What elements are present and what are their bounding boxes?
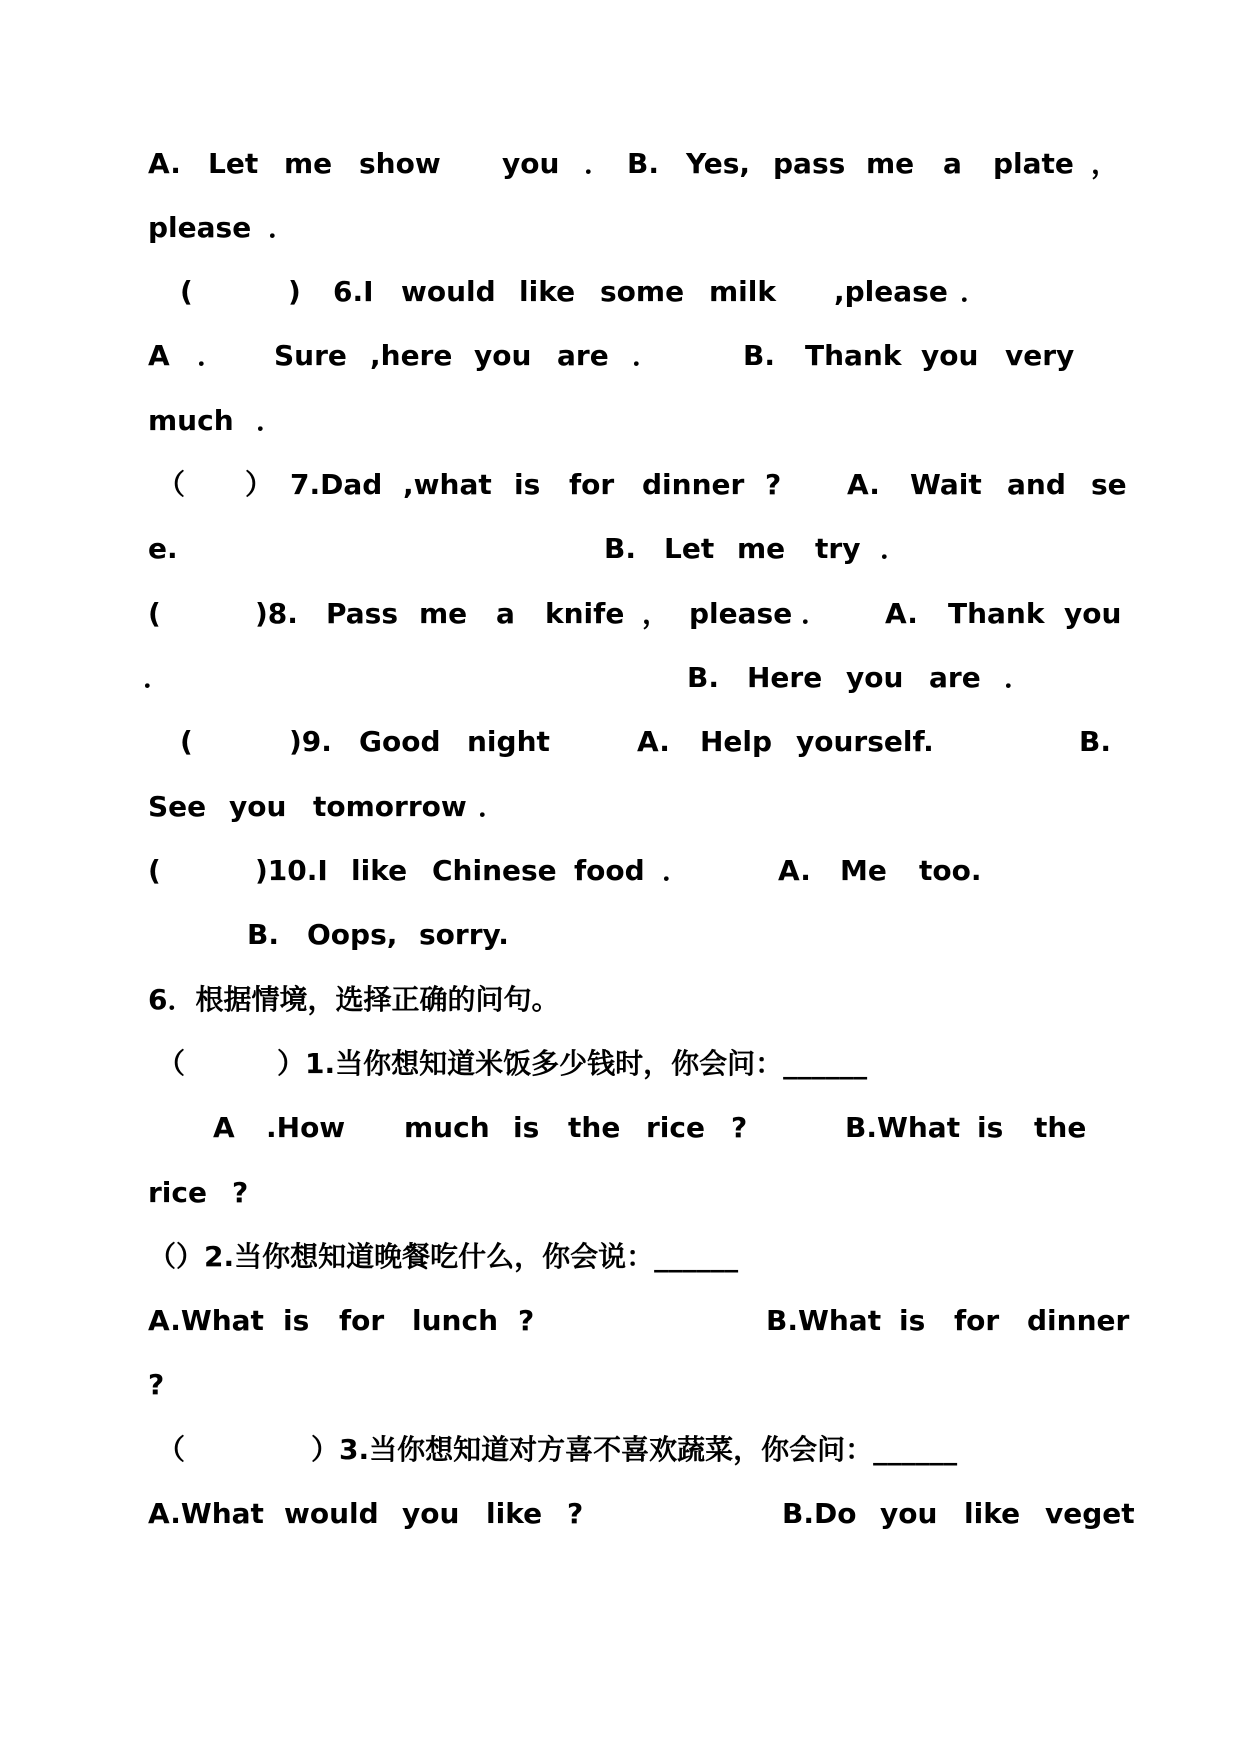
word: ． [960,275,989,308]
word: tomorrow [313,790,467,823]
word: 6．根据情境，选择正确的问句。 [148,983,560,1016]
word: Wait [910,468,982,501]
word: B. [687,661,719,694]
text-line [0,980,1241,1020]
word: ）3.当你想知道对方喜不喜欢蔬菜，你会问：______ [311,1433,958,1466]
word: ． [256,404,285,437]
word: is [283,1304,310,1337]
word: sorry. [419,918,509,951]
text-line [0,1044,1241,1084]
text-line [0,787,1241,827]
word: ? [765,468,782,501]
word: me [419,597,468,630]
word: like [519,275,576,308]
word: A [213,1111,235,1144]
word: ． [197,339,226,372]
word: like [351,854,408,887]
word: would [401,275,496,308]
text-line [0,1365,1241,1405]
word: A. [885,597,918,630]
word: ? [567,1497,584,1530]
word: )9. [289,725,332,758]
word: .How [266,1111,346,1144]
word: Here [747,661,823,694]
word: ） [245,468,274,501]
word: ）1.当你想知道米饭多少钱时，你会问：______ [277,1047,868,1080]
word: B. [1079,725,1111,758]
word: Good [359,725,441,758]
word: dinner [1027,1304,1130,1337]
text-line [0,1108,1241,1148]
word: ． [632,339,661,372]
text-line [0,1301,1241,1341]
word: e. [148,532,178,565]
word: me [284,147,333,180]
word: ,what [403,468,492,501]
word: the [1034,1111,1087,1144]
word: like [964,1497,1021,1530]
word: for [954,1304,1000,1337]
word: B.What [845,1111,961,1144]
word: you [880,1497,938,1530]
word: is [899,1304,926,1337]
word: Oops, [307,918,398,951]
word: please [689,597,793,630]
text-line [0,465,1241,505]
word: ? [731,1111,748,1144]
word: veget [1045,1497,1135,1530]
word: （ [157,468,186,501]
word: lunch [412,1304,498,1337]
word: se [1091,468,1127,501]
word: ， [1091,147,1120,180]
word: 6.I [333,275,374,308]
word: ． [478,790,507,823]
word: （ [157,1433,186,1466]
word: you [502,147,560,180]
text-line [0,336,1241,376]
word: ) [288,275,301,308]
word: yourself. [796,725,934,758]
word: rice [148,1176,207,1209]
word: the [568,1111,621,1144]
word: you [474,339,532,372]
word: ? [148,1368,165,1401]
word: ( [180,275,193,308]
word: night [467,725,550,758]
word: A.What [148,1497,264,1530]
word: ． [662,854,691,887]
word: A. [637,725,670,758]
word: pass [773,147,846,180]
word: much [404,1111,490,1144]
word: A. [847,468,880,501]
text-line [0,722,1241,762]
text-line [0,1237,1241,1277]
text-line [0,401,1241,441]
word: some [600,275,685,308]
text-line [0,144,1241,184]
text-line [0,1494,1241,1534]
word: )10.I [255,854,328,887]
word: are [557,339,609,372]
word: Let [208,147,259,180]
word: Sure [274,339,347,372]
word: （）2.当你想知道晚餐吃什么，你会说：______ [148,1240,739,1273]
word: me [866,147,915,180]
word: too. [919,854,982,887]
word: B. [627,147,659,180]
word: you [402,1497,460,1530]
word: is [514,468,541,501]
word: dinner [642,468,745,501]
text-line [0,208,1241,248]
word: Yes, [686,147,750,180]
word: ( [148,854,161,887]
word: is [513,1111,540,1144]
text-line [0,1173,1241,1213]
word: ． [880,532,909,565]
text-line [0,529,1241,569]
text-line [0,1430,1241,1470]
word: a [496,597,515,630]
text-line [0,851,1241,891]
word: very [1005,339,1075,372]
word: ． [143,661,172,694]
word: you [921,339,979,372]
word: ． [268,211,297,244]
word: me [737,532,786,565]
word: Help [700,725,773,758]
word: A. [778,854,811,887]
word: ． [584,147,613,180]
word: a [943,147,962,180]
word: is [977,1111,1004,1144]
word: Thank [805,339,902,372]
word: Chinese [432,854,557,887]
text-line [0,272,1241,312]
word: ,here [370,339,453,372]
word: B. [247,918,279,951]
word: A.What [148,1304,264,1337]
word: show [359,147,441,180]
word: Thank [948,597,1045,630]
word: ( [148,597,161,630]
text-line [0,658,1241,698]
word: A [148,339,170,372]
word: ． [801,597,830,630]
word: Me [840,854,887,887]
word: milk [709,275,776,308]
word: B. [743,339,775,372]
word: ? [518,1304,535,1337]
word: ( [180,725,193,758]
word: much [148,404,234,437]
word: )8. [255,597,298,630]
word: ， [642,597,671,630]
word: A. [148,147,181,180]
word: try [815,532,861,565]
word: 7.Dad [290,468,383,501]
word: Let [664,532,715,565]
word: you [846,661,904,694]
word: B. [604,532,636,565]
word: you [1064,597,1122,630]
word: please [148,211,252,244]
word: Pass [326,597,398,630]
word: for [339,1304,385,1337]
text-line [0,594,1241,634]
word: you [229,790,287,823]
word: B.What [766,1304,882,1337]
word: are [929,661,981,694]
word: would [284,1497,379,1530]
word: and [1007,468,1066,501]
word: like [486,1497,543,1530]
word: knife [545,597,625,630]
word: （ [157,1047,186,1080]
word: ? [232,1176,249,1209]
word: food [574,854,645,887]
word: B.Do [782,1497,857,1530]
word: plate [993,147,1074,180]
word: ． [1004,661,1033,694]
text-line [0,915,1241,955]
word: See [148,790,207,823]
word: ,please [834,275,948,308]
word: for [569,468,615,501]
word: rice [646,1111,705,1144]
